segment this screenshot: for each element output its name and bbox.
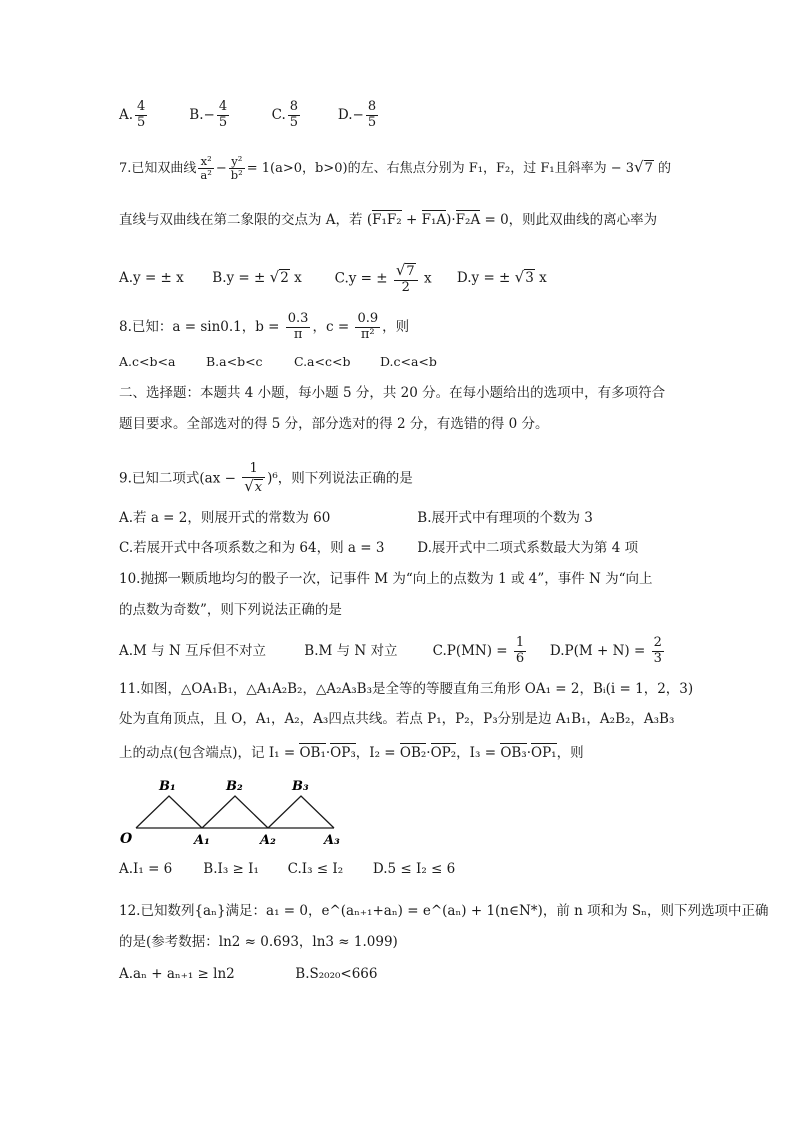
q6-d-den: 5 <box>367 114 377 130</box>
q6-c-num: 8 <box>289 99 299 114</box>
q6-c-den: 5 <box>289 114 299 130</box>
q11-triangle-figure <box>118 775 358 850</box>
q9-options-row1 <box>119 512 593 526</box>
q9-options-row2 <box>119 542 638 556</box>
q6-a-num: 4 <box>137 99 146 114</box>
vector-ob1: OB₁ <box>299 745 326 761</box>
label-a2: A₂ <box>260 833 276 848</box>
triangle-1 <box>136 796 202 828</box>
section2-line2: 题目要求。全部选对的得 5 分，部分选对的得 2 分，有选错的得 0 分。 <box>119 416 549 432</box>
vector-ob2: OB₂ <box>399 745 427 761</box>
q7-line1: 7.已知双曲线 $\frac{\text{x²}}{\text{a²}}$ − $\frac{\text{y²}}{\text{b²}}$ = 1(a>0，b>0)的左、右焦点分别为 F₁，F₂，过 F₁且斜率为 − 3√7 的 <box>119 154 671 183</box>
q6-b-den: 5 <box>218 114 228 130</box>
q12-option-b: B.S₂₀₂₀<666 <box>295 966 378 982</box>
q7-option-a: A.y = ± x <box>119 270 184 287</box>
q8-options <box>119 356 437 369</box>
sqrt-sign: √ <box>634 158 644 177</box>
vector-op1: OP₁ <box>531 745 557 761</box>
q10-option-b: B.M 与 N 对立 <box>304 642 398 659</box>
q6-option-b: B.− $\frac{4}{5}$ <box>189 99 228 130</box>
triangle-2 <box>202 796 268 828</box>
q11-option-c: C.I₃ ≤ I₂ <box>287 861 344 877</box>
q11-option-d: D.5 ≤ I₂ ≤ 6 <box>372 861 456 877</box>
q10-option-a: A.M 与 N 互斥但不对立 <box>119 642 267 659</box>
q8-option-b: B.a<b<c <box>205 354 263 369</box>
q10-options <box>119 636 666 667</box>
label-b3: B₃ <box>292 779 309 794</box>
q12-option-a: A.aₙ + aₙ₊₁ ≥ ln2 <box>119 966 235 982</box>
label-b2: B₂ <box>226 779 243 794</box>
q6-b-num: 4 <box>218 99 228 114</box>
q7-option-c: C.y = ± $\frac{√7}{2}$ x <box>334 261 432 295</box>
q8-option-c: C.a<c<b <box>293 354 351 369</box>
q9-option-a: A.若 a = 2，则展开式的常数为 60 <box>119 510 331 526</box>
q8-line: 8.已知：a = sin0.1，b = $\frac{0.3}{\pi}$ ，c = $\frac{0.9}{\text{π²}}$ ，则 <box>119 311 410 342</box>
vector-f1f2: F₁F₂ <box>372 212 402 228</box>
q9-option-c: C.若展开式中各项系数之和为 64，则 a = 3 <box>119 540 385 556</box>
q10-line1: 10.抛掷一颗质地均匀的骰子一次，记事件 M 为“向上的点数为 1 或 4”，事件 N 为“向上 <box>119 571 653 587</box>
q9-line: 9.已知二项式(ax − $\frac{1}{√x}$ )⁶，则下列说法正确的是 <box>119 461 413 495</box>
q11-options <box>119 863 455 877</box>
label-a1: A₁ <box>194 833 210 848</box>
q6-d-num: 8 <box>367 99 377 114</box>
section2-line1: 二、选择题：本题共 4 小题，每小题 5 分，共 20 分。在每小题给出的选项中，有多项符合 <box>119 385 666 401</box>
q10-option-d: D.P(M + N) = $\frac{2}{3}$ <box>549 635 662 666</box>
vector-f2a: F₂A <box>455 212 481 228</box>
q12-line2: 的是(参考数据：ln2 ≈ 0.693，ln3 ≈ 1.099) <box>119 934 398 950</box>
q6-a-den: 5 <box>137 114 146 130</box>
q11-line2: 处为直角顶点，且 O，A₁，A₂，A₃四点共线。若点 P₁，P₂，P₃分别是边 A₁B₁，A₂B₂，A₃B₃ <box>119 711 675 727</box>
q8-option-a: A.c<b<a <box>119 354 176 369</box>
q8-option-d: D.c<a<b <box>379 354 437 369</box>
q7-options <box>119 262 547 296</box>
q12-line1: 12.已知数列{aₙ}满足：a₁ = 0，e^(aₙ₊₁+aₙ) = e^(aₙ) + 1(n∈N*)，前 n 项和为 Sₙ，则下列选项中正确 <box>119 903 769 919</box>
label-a3: A₃ <box>324 833 340 848</box>
q12-options <box>119 968 377 982</box>
label-o: O <box>120 831 133 847</box>
q9-option-d: D.展开式中二项式系数最大为第 4 项 <box>417 540 639 556</box>
vector-op2: OP₂ <box>430 745 457 761</box>
q10-line2: 的点数为奇数”，则下列说法正确的是 <box>119 602 342 618</box>
vector-ob3: OB₃ <box>500 745 527 761</box>
q7-option-d: D.y = ± √3 x <box>456 268 547 287</box>
q6-options <box>119 100 380 131</box>
triangle-3 <box>268 796 334 828</box>
vector-op3: OP₃ <box>330 745 356 761</box>
q11-line3: 上的动点(包含端点)，记 I₁ = OB₁·OP₃，I₂ = OB₂·OP₂，I₃ = OB₃·OP₁，则 <box>119 745 584 761</box>
q7-option-b: B.y = ± √2 x <box>212 268 302 287</box>
label-b1: B₁ <box>159 779 176 794</box>
q11-line1: 11.如图，△OA₁B₁，△A₁A₂B₂，△A₂A₃B₃是全等的等腰直角三角形 OA₁ = 2，Bᵢ(i = 1，2，3) <box>119 681 694 697</box>
q10-option-c: C.P(MN) = $\frac{1}{6}$ <box>432 635 525 666</box>
q6-option-a: A. $\frac{4}{5}$ <box>119 99 146 130</box>
q11-option-a: A.I₁ = 6 <box>119 861 173 877</box>
q6-option-d: D.− $\frac{8}{5}$ <box>337 99 377 130</box>
vector-f1a: F₁A <box>421 212 447 228</box>
q11-option-b: B.I₃ ≥ I₁ <box>203 861 259 877</box>
q9-option-b: B.展开式中有理项的个数为 3 <box>417 510 593 526</box>
q6-option-c: C. $\frac{8}{5}$ <box>271 99 299 130</box>
q7-line2: 直线与双曲线在第二象限的交点为 A，若 (F₁F₂ + F₁A)·F₂A = 0，则此双曲线的离心率为 <box>119 212 658 228</box>
